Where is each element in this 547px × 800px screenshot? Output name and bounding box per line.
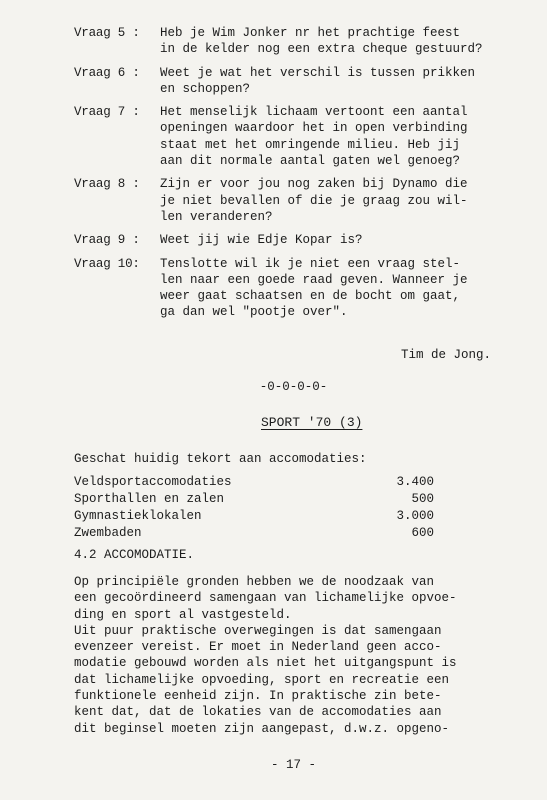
shortage-name: Zwembaden [74, 526, 142, 540]
question-label: Vraag 8 : [74, 177, 140, 192]
subsection-title: 4.2 ACCOMODATIE. [74, 548, 195, 562]
question-label: Vraag 6 : [74, 65, 140, 80]
question-line: in de kelder nog een extra cheque gestuurd? [160, 42, 483, 57]
shortage-row [74, 474, 434, 491]
body-line: Uit puur praktische overwegingen is dat samengaan [74, 623, 442, 638]
body-paragraph [74, 574, 534, 737]
section-title: SPORT '70 (3) [261, 415, 363, 430]
question-text [160, 256, 534, 321]
question-line: Tenslotte wil ik je niet een vraag stel- [160, 256, 461, 271]
shortage-name: Veldsportaccomodaties [74, 475, 232, 489]
question-line: en schoppen? [160, 81, 251, 96]
question-label: Vraag 7 : [74, 105, 140, 120]
question-line: Weet je wat het verschil is tussen prikken [160, 65, 476, 80]
question-line: ga dan wel "pootje over". [160, 305, 348, 320]
question-line: len naar een goede raad geven. Wanneer je [160, 272, 468, 287]
question-text [160, 176, 534, 225]
body-line: dat lichamelijke opvoeding, sport en recreatie een [74, 672, 450, 687]
question-label: Vraag 10: [74, 256, 140, 271]
body-line: ding en sport al vastgesteld. [74, 607, 292, 622]
shortage-name: Sporthallen en zalen [74, 492, 225, 506]
question-line: Weet jij wie Edje Kopar is? [160, 233, 363, 248]
section-separator: -0-0-0-0- [259, 380, 328, 394]
question-item [74, 65, 534, 98]
shortage-value: 3.400 [396, 475, 434, 489]
question-line: Het menselijk lichaam vertoont een aantal [160, 105, 468, 120]
question-label: Vraag 9 : [74, 233, 140, 248]
shortage-row [74, 508, 434, 525]
question-item [74, 176, 534, 225]
question-list [74, 25, 534, 328]
question-item [74, 256, 534, 321]
question-text [160, 25, 534, 58]
author-signature: Tim de Jong. [400, 348, 491, 362]
shortage-row [74, 491, 434, 508]
question-line: staat met het omringende milieu. Heb jij [160, 137, 461, 152]
shortage-heading: Geschat huidig tekort aan accomodaties: [74, 452, 367, 466]
shortage-value: 3.000 [396, 509, 434, 523]
question-item [74, 25, 534, 58]
question-line: Zijn er voor jou nog zaken bij Dynamo die [160, 177, 468, 192]
body-line: dit beginsel moeten zijn aangepast, d.w.z. opgeno- [74, 721, 450, 736]
shortage-value: 500 [411, 492, 434, 506]
shortage-value: 600 [411, 526, 434, 540]
shortage-name: Gymnastieklokalen [74, 509, 202, 523]
page-number: - 17 - [270, 758, 316, 772]
question-text [160, 65, 534, 98]
question-line: openingen waardoor het in open verbinding [160, 121, 468, 136]
body-line: Op principiële gronden hebben we de noodzaak van [74, 575, 435, 589]
question-line: len veranderen? [160, 209, 273, 224]
question-label: Vraag 5 : [74, 26, 140, 40]
body-line: een gecoördineerd samengaan van lichamelijke opvoe- [74, 591, 457, 606]
body-line: kent dat, dat de lokaties van de accomodaties aan [74, 705, 442, 720]
question-line: Heb je Wim Jonker nr het prachtige feest [160, 26, 461, 40]
shortage-row [74, 525, 434, 542]
question-line: je niet bevallen of die je graag zou wil- [160, 193, 468, 208]
body-line: modatie gebouwd worden als niet het uitgangspunt is [74, 656, 457, 671]
body-line: funktionele eenheid zijn. In praktische zin bete- [74, 689, 442, 704]
shortage-table [74, 474, 434, 542]
question-item [74, 232, 534, 248]
question-text [160, 232, 534, 248]
question-text [160, 104, 534, 169]
question-item [74, 104, 534, 169]
body-line: evenzeer vereist. Er moet in Nederland geen acco- [74, 640, 442, 655]
question-line: aan dit normale aantal gaten wel genoeg? [160, 154, 461, 169]
question-line: weer gaat schaatsen en de bocht om gaat, [160, 289, 461, 304]
